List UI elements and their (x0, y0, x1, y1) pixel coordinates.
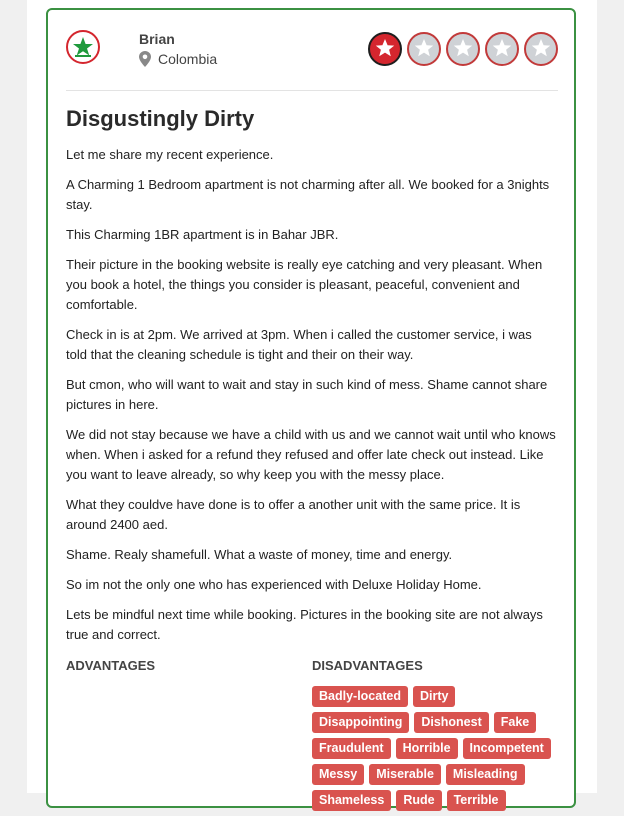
review-paragraph: Their picture in the booking website is really eye catching and very pleasant. When you book a hotel, the things you consider is pleasant, peaceful, convenient and comfortable. (66, 257, 543, 312)
disadvantage-tag[interactable]: Badly-located (312, 686, 408, 707)
review-paragraph: A Charming 1 Bedroom apartment is not charming after all. We booked for a 3nights stay. (66, 177, 550, 212)
star-icon (485, 32, 519, 66)
green-star-logo-icon (70, 34, 96, 60)
disadvantage-tag[interactable]: Miserable (369, 764, 441, 785)
star-icon (446, 32, 480, 66)
reviewer-location (139, 51, 217, 67)
star-icon (368, 32, 402, 66)
star-icon (524, 32, 558, 66)
review-paragraph: We did not stay because we have a child with us and we cannot wait until who knows when. When i asked for a refund they refused and offer late check out instead. Like you want to leave already, so why keep you with the messy place. (66, 427, 556, 482)
review-paragraph: What they couldve have done is to offer a another unit with the same price. It is around 2400 aed. (66, 497, 521, 532)
review-paragraph: Shame. Realy shamefull. What a waste of money, time and energy. (66, 547, 453, 562)
review-title: Disgustingly Dirty (66, 106, 255, 131)
disadvantages-heading: DISADVANTAGES (312, 658, 423, 673)
advantages-heading: ADVANTAGES (66, 658, 156, 673)
disadvantage-tag[interactable]: Dishonest (414, 712, 488, 733)
review-header (66, 10, 558, 91)
disadvantage-tag[interactable]: Terrible (447, 790, 506, 811)
review-paragraph: So im not the only one who has experienced with Deluxe Holiday Home. (66, 577, 482, 592)
avatar[interactable] (66, 30, 100, 64)
star-icon (407, 32, 441, 66)
disadvantages-tags (312, 686, 562, 816)
review-paragraph: This Charming 1BR apartment is in Bahar JBR. (66, 227, 339, 242)
disadvantage-tag[interactable]: Incompetent (463, 738, 551, 759)
review-paragraph: Let me share my recent experience. (66, 147, 274, 162)
disadvantage-tag[interactable]: Rude (396, 790, 441, 811)
map-pin-icon (139, 51, 151, 67)
disadvantage-tag[interactable]: Dirty (413, 686, 455, 707)
disadvantage-tag[interactable]: Horrible (396, 738, 458, 759)
disadvantage-tag[interactable]: Misleading (446, 764, 525, 785)
disadvantage-tag[interactable]: Disappointing (312, 712, 409, 733)
location-text: Colombia (158, 51, 218, 67)
disadvantage-tag[interactable]: Messy (312, 764, 364, 785)
review-paragraph: Lets be mindful next time while booking. Pictures in the booking site are not always true and correct. (66, 607, 543, 642)
review-paragraph: Check in is at 2pm. We arrived at 3pm. When i called the customer service, i was told that the cleaning schedule is tight and their on their way. (66, 327, 532, 362)
review-body (66, 145, 556, 655)
disadvantage-tag[interactable]: Shameless (312, 790, 391, 811)
disadvantage-tag[interactable]: Fake (494, 712, 537, 733)
review-paragraph: But cmon, who will want to wait and stay in such kind of mess. Shame cannot share pictures in here. (66, 377, 548, 412)
review-card (46, 8, 576, 808)
rating-stars (363, 32, 558, 66)
disadvantage-tag[interactable]: Fraudulent (312, 738, 391, 759)
reviewer-name[interactable]: Brian (139, 31, 175, 47)
